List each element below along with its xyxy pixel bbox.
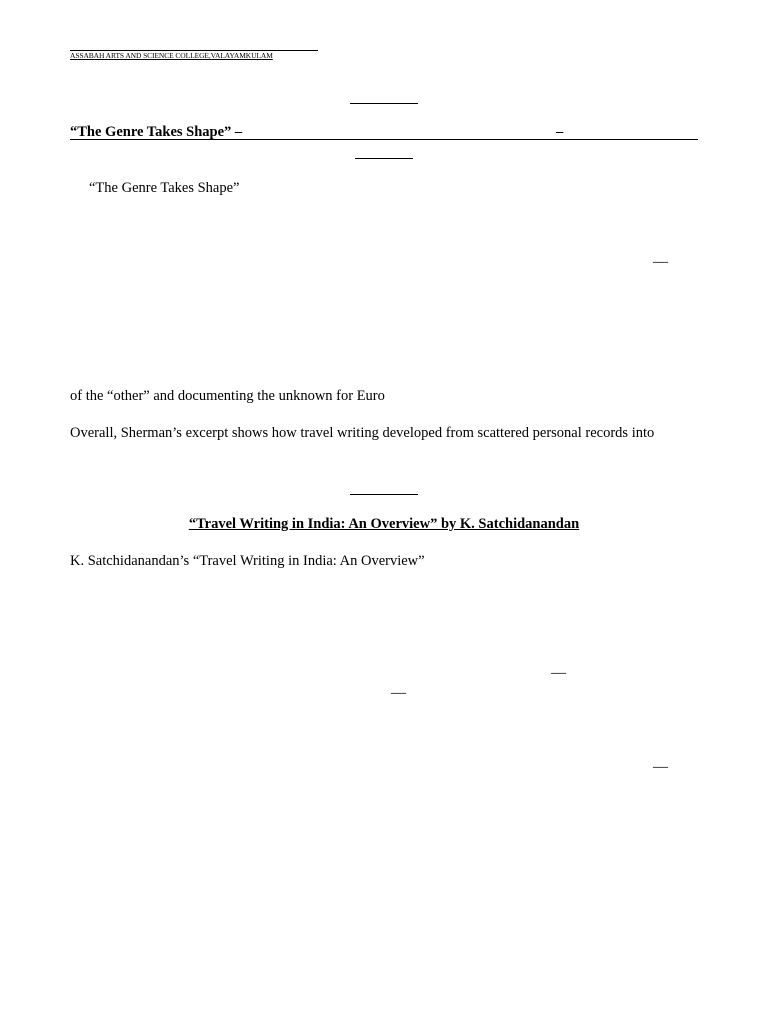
section2-rule — [350, 494, 418, 495]
section2-title: “Travel Writing in India: An Overview” by K. Satchidanandan — [188, 516, 580, 532]
section1-dash: — — [653, 254, 668, 270]
section2-dash-2: — — [391, 685, 406, 701]
section1-intro: “The Genre Takes Shape” — [89, 180, 240, 196]
section1-line-overall: Overall, Sherman’s excerpt shows how travel writing developed from scattered personal records into — [70, 425, 655, 441]
section1-subrule — [355, 158, 413, 159]
section1-line-other: of the “other” and documenting the unknown for Euro — [70, 388, 385, 404]
section1-title: “The Genre Takes Shape” – — [70, 124, 243, 140]
college-header: ASSABAH ARTS AND SCIENCE COLLEGE,VALAYAMKULAM — [70, 51, 273, 60]
section2-intro: K. Satchidanandan’s “Travel Writing in India: An Overview” — [70, 553, 425, 569]
section2-dash-1: — — [551, 665, 566, 681]
section2-dash-3: — — [653, 759, 668, 775]
section1-title-dash: – — [556, 124, 564, 140]
section-rule-top — [350, 103, 418, 104]
section1-title-underline — [70, 139, 698, 140]
